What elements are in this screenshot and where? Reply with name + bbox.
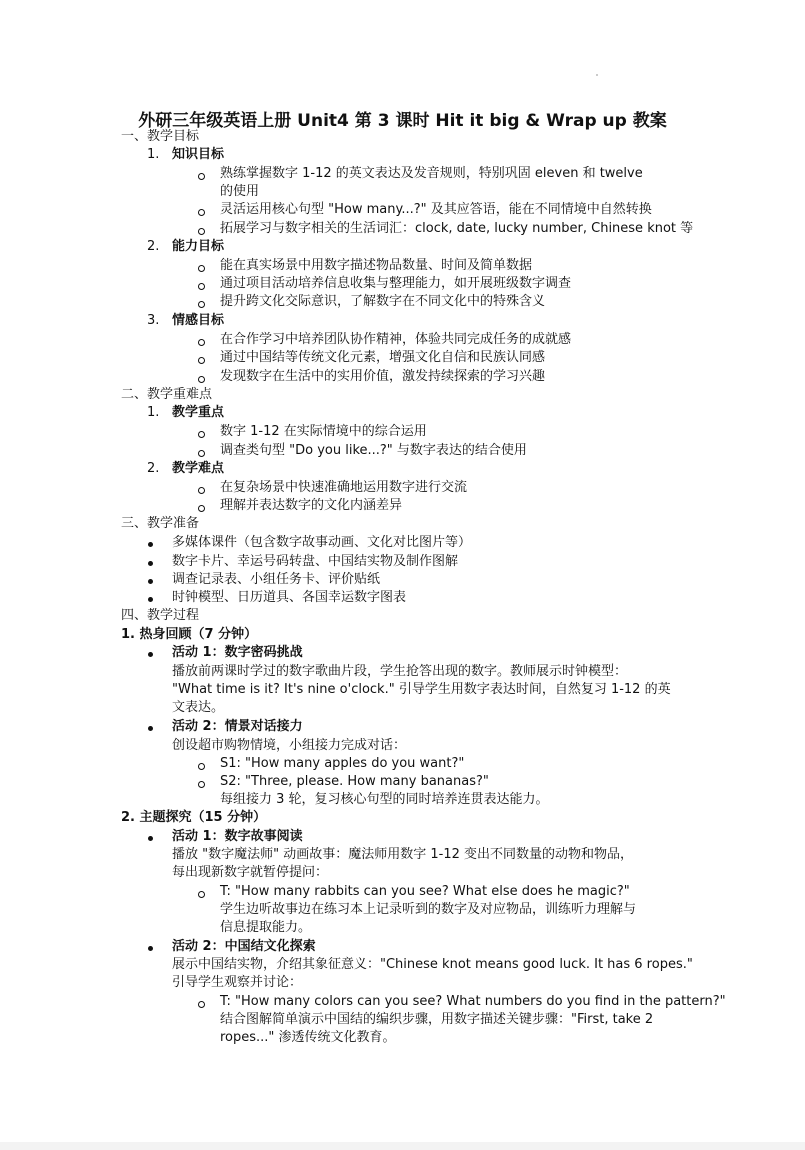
list-item: 能在真实场景中用数字描述物品数量、时间及简单数据	[220, 258, 533, 273]
list-item: 发现数字在生活中的实用价值，激发持续探索的学习兴趣	[220, 369, 546, 384]
subheading-key: 教学重点	[172, 405, 225, 420]
subheading-emotion: 情感目标	[172, 313, 225, 328]
subheading-ability: 能力目标	[172, 239, 225, 254]
paragraph-line: 创设超市购物情境，小组接力完成对话：	[172, 738, 407, 753]
list-item-continued: 的使用	[220, 184, 260, 199]
activity-label: 活动 1：数字故事阅读	[172, 829, 303, 844]
paragraph-line: 学生边听故事边在练习本上记录听到的数字及对应物品，训练听力理解与	[220, 902, 637, 917]
paragraph-line: 播放前两课时学过的数字歌曲片段，学生抢答出现的数字。教师展示时钟模型：	[172, 664, 628, 679]
list-item: 数字卡片、幸运号码转盘、中国结实物及制作图解	[172, 554, 459, 569]
list-item: 调查记录表、小组任务卡、评价贴纸	[172, 572, 381, 587]
dialogue-line: S1: "How many apples do you want?"	[220, 756, 465, 771]
activity-label: 活动 2：情景对话接力	[172, 719, 303, 734]
question-line: T: "How many colors can you see? What numbers do you find in the pattern?"	[220, 994, 726, 1009]
subheading-difficult: 教学难点	[172, 461, 225, 476]
circle-bullet	[198, 228, 205, 235]
circle-bullet	[198, 1001, 205, 1008]
circle-bullet	[198, 891, 205, 898]
paragraph-line: 引导学生观察并讨论：	[172, 975, 303, 990]
paragraph-line: 播放 "数字魔法师" 动画故事：魔法师用数字 1-12 变出不同数量的动物和物品，	[172, 847, 633, 862]
paragraph-line: 结合图解简单演示中国结的编织步骤，用数字描述关键步骤："First, take 2	[220, 1012, 654, 1027]
paragraph-line: 每出现新数字就暂停提问：	[172, 865, 329, 880]
circle-bullet	[198, 505, 205, 512]
list-item: 时钟模型、日历道具、各国幸运数字图表	[172, 590, 407, 605]
circle-bullet	[198, 487, 205, 494]
circle-bullet	[198, 450, 205, 457]
list-item: 理解并表达数字的文化内涵差异	[220, 498, 403, 513]
circle-bullet	[198, 283, 205, 290]
list-item: 数字 1-12 在实际情境中的综合运用	[220, 424, 427, 439]
list-item: 多媒体课件（包含数字故事动画、文化对比图片等）	[172, 535, 472, 550]
circle-bullet	[198, 357, 205, 364]
paragraph-line: "What time is it? It's nine o'clock." 引导学生用数字表达时间，自然复习 1-12 的英	[172, 682, 671, 697]
circle-bullet	[198, 209, 205, 216]
list-item: 在合作学习中培养团队协作精神，体验共同完成任务的成就感	[220, 332, 572, 347]
paragraph-line: ropes..." 渗透传统文化教育。	[220, 1030, 396, 1045]
section-heading-key-points: 二、教学重难点	[121, 387, 213, 402]
document-title: 外研三年级英语上册 Unit4 第 3 课时 Hit it big & Wrap up 教案	[138, 111, 667, 131]
phase-title-explore: 2. 主题探究（15 分钟）	[121, 810, 267, 825]
phase-title-warmup: 1. 热身回顾（7 分钟）	[121, 627, 258, 642]
list-item: 熟练掌握数字 1-12 的英文表达及发音规则，特别巩固 eleven 和 twelve	[220, 166, 643, 181]
list-item: 拓展学习与数字相关的生活词汇：clock, date, lucky number, Chinese knot 等	[220, 221, 694, 236]
scan-speck	[596, 74, 598, 76]
list-item: 调查类句型 "Do you like...?" 与数字表达的结合使用	[220, 443, 527, 458]
circle-bullet	[198, 763, 205, 770]
paragraph-line: 展示中国结实物，介绍其象征意义："Chinese knot means good luck. It has 6 ropes."	[172, 957, 693, 972]
circle-bullet	[198, 265, 205, 272]
paragraph-line: 每组接力 3 轮，复习核心句型的同时培养连贯表达能力。	[220, 792, 549, 807]
paragraph-line: 信息提取能力。	[220, 920, 312, 935]
circle-bullet	[198, 376, 205, 383]
item-number: 2.	[147, 461, 160, 476]
subheading-knowledge: 知识目标	[172, 147, 225, 162]
bullet	[148, 726, 153, 731]
item-number: 1.	[147, 405, 160, 420]
bullet	[148, 542, 153, 547]
list-item: 通过中国结等传统文化元素，增强文化自信和民族认同感	[220, 350, 546, 365]
list-item: 通过项目活动培养信息收集与整理能力，如开展班级数字调查	[220, 276, 572, 291]
circle-bullet	[198, 339, 205, 346]
circle-bullet	[198, 431, 205, 438]
circle-bullet	[198, 301, 205, 308]
bullet	[148, 946, 153, 951]
item-number: 3.	[147, 313, 160, 328]
activity-label: 活动 2：中国结文化探索	[172, 939, 316, 954]
item-number: 2.	[147, 239, 160, 254]
section-heading-objectives: 一、教学目标	[121, 129, 200, 144]
dialogue-line: S2: "Three, please. How many bananas?"	[220, 774, 489, 789]
paragraph-line: 文表达。	[172, 700, 225, 715]
bullet	[148, 597, 153, 602]
question-line: T: "How many rabbits can you see? What else does he magic?"	[220, 884, 630, 899]
list-item: 灵活运用核心句型 "How many...?" 及其应答语，能在不同情境中自然转换	[220, 202, 652, 217]
bullet	[148, 579, 153, 584]
circle-bullet	[198, 781, 205, 788]
circle-bullet	[198, 173, 205, 180]
section-heading-process: 四、教学过程	[121, 608, 200, 623]
activity-label: 活动 1：数字密码挑战	[172, 645, 303, 660]
bullet	[148, 652, 153, 657]
bullet	[148, 561, 153, 566]
section-heading-preparation: 三、教学准备	[121, 516, 200, 531]
item-number: 1.	[147, 147, 160, 162]
bullet	[148, 836, 153, 841]
list-item: 在复杂场景中快速准确地运用数字进行交流	[220, 480, 468, 495]
list-item: 提升跨文化交际意识，了解数字在不同文化中的特殊含义	[220, 294, 546, 309]
